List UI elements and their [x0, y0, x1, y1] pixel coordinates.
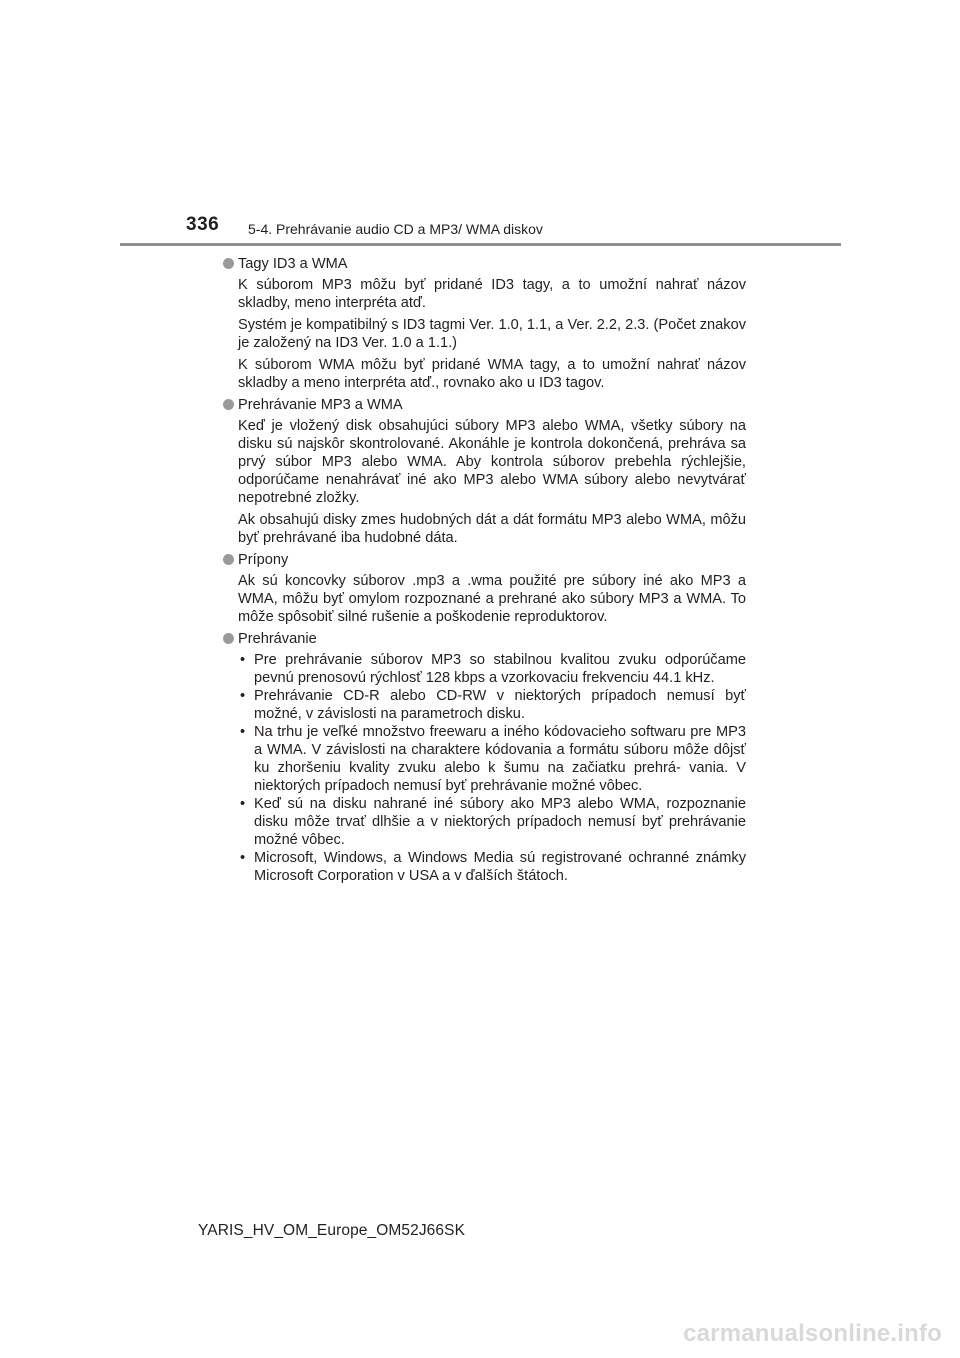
list-item-text: Microsoft, Windows, a Windows Media sú registrované ochranné známky Microsoft Corporation v USA a v ďalších štátoch.: [254, 850, 746, 884]
paragraph: Keď je vložený disk obsahujúci súbory MP3 alebo WMA, všetky súbory na disku sú najskôr skontrolované. Akonáhle je kontrola dokončená, prehráva sa prvý súbor MP3 alebo WMA. Aby kontrola súborov prebehla rýchlejšie, odporúčame nenahrávať iné ako MP3 alebo WMA súbory alebo nevytvárať nepotrebné zložky.: [238, 418, 746, 506]
page-header: [0, 0, 960, 250]
paragraph: K súborom MP3 môžu byť pridané ID3 tagy, a to umožní nahrať názov skladby, meno interpréta atď.: [238, 277, 746, 311]
paragraph: Systém je kompatibilný s ID3 tagmi Ver. 1.0, 1.1, a Ver. 2.2, 2.3. (Počet znakov je založený na ID3 Ver. 1.0 a 1.1.): [238, 317, 746, 351]
section-playback-mp3-wma: [222, 396, 746, 547]
footer-doc-code: YARIS_HV_OM_Europe_OM52J66SK: [198, 1222, 466, 1239]
bullet-dot-icon: •: [240, 688, 246, 704]
section-heading: [222, 551, 746, 569]
bullet-dot-icon: •: [240, 796, 246, 812]
paragraph: K súborom WMA môžu byť pridané WMA tagy, a to umožní nahrať názov skladby a meno interpréta atď., rovnako ako u ID3 tagov.: [238, 357, 746, 391]
section-heading-text: Prípony: [238, 552, 289, 568]
section-heading-text: Tagy ID3 a WMA: [238, 256, 348, 272]
section-playback: [222, 630, 746, 885]
circle-bullet-icon: [223, 258, 234, 269]
page-number: 336: [186, 214, 220, 235]
circle-bullet-icon: [223, 399, 234, 410]
header-rule: [120, 243, 841, 246]
bullet-dot-icon: •: [240, 652, 246, 668]
bullet-list: [238, 651, 746, 885]
list-item-text: Keď sú na disku nahrané iné súbory ako MP3 alebo WMA, rozpoznanie disku môže trvať dlhšie a v niektorých prípadoch nemusí byť prehrávanie možné vôbec.: [254, 796, 746, 848]
list-item: [238, 723, 746, 795]
section-title: 5-4. Prehrávanie audio CD a MP3/ WMA diskov: [248, 221, 543, 237]
section-heading: [222, 396, 746, 414]
paragraph: Ak sú koncovky súborov .mp3 a .wma použité pre súbory iné ako MP3 a WMA, môžu byť omylom rozpoznané a prehrané ako súbory MP3 a WMA. To môže spôsobiť silné rušenie a poškodenie reproduktorov.: [238, 573, 746, 625]
section-extensions: [222, 551, 746, 626]
section-id3-tags: [222, 255, 746, 392]
watermark-text: carmanualsonline.info: [683, 1320, 942, 1347]
section-heading: [222, 255, 746, 273]
circle-bullet-icon: [223, 554, 234, 565]
page-content: [222, 255, 746, 889]
list-item: [238, 795, 746, 849]
section-heading-text: Prehrávanie: [238, 631, 317, 647]
list-item: [238, 687, 746, 723]
list-item: [238, 849, 746, 885]
list-item: [238, 651, 746, 687]
list-item-text: Na trhu je veľké množstvo freewaru a iného kódovacieho softwaru pre MP3 a WMA. V závislosti na charaktere kódovania a formátu súboru môže dôjsť ku zhoršeniu kvality zvuku alebo k šumu na začiatku prehrá- vania. V niektorých prípadoch nemusí byť prehrávanie možné vôbec.: [254, 724, 746, 794]
circle-bullet-icon: [223, 633, 234, 644]
bullet-dot-icon: •: [240, 850, 246, 866]
paragraph: Ak obsahujú disky zmes hudobných dát a dát formátu MP3 alebo WMA, môžu byť prehrávané iba hudobné dáta.: [238, 512, 746, 546]
bullet-dot-icon: •: [240, 724, 246, 740]
section-heading-text: Prehrávanie MP3 a WMA: [238, 397, 403, 413]
list-item-text: Prehrávanie CD-R alebo CD-RW v niektorých prípadoch nemusí byť možné, v závislosti na parametroch disku.: [254, 688, 746, 722]
section-heading: [222, 630, 746, 648]
list-item-text: Pre prehrávanie súborov MP3 so stabilnou kvalitou zvuku odporúčame pevnú prenosovú rýchlosť 128 kbps a vzorkovaciu frekvenciu 44.1 kHz.: [254, 652, 746, 686]
